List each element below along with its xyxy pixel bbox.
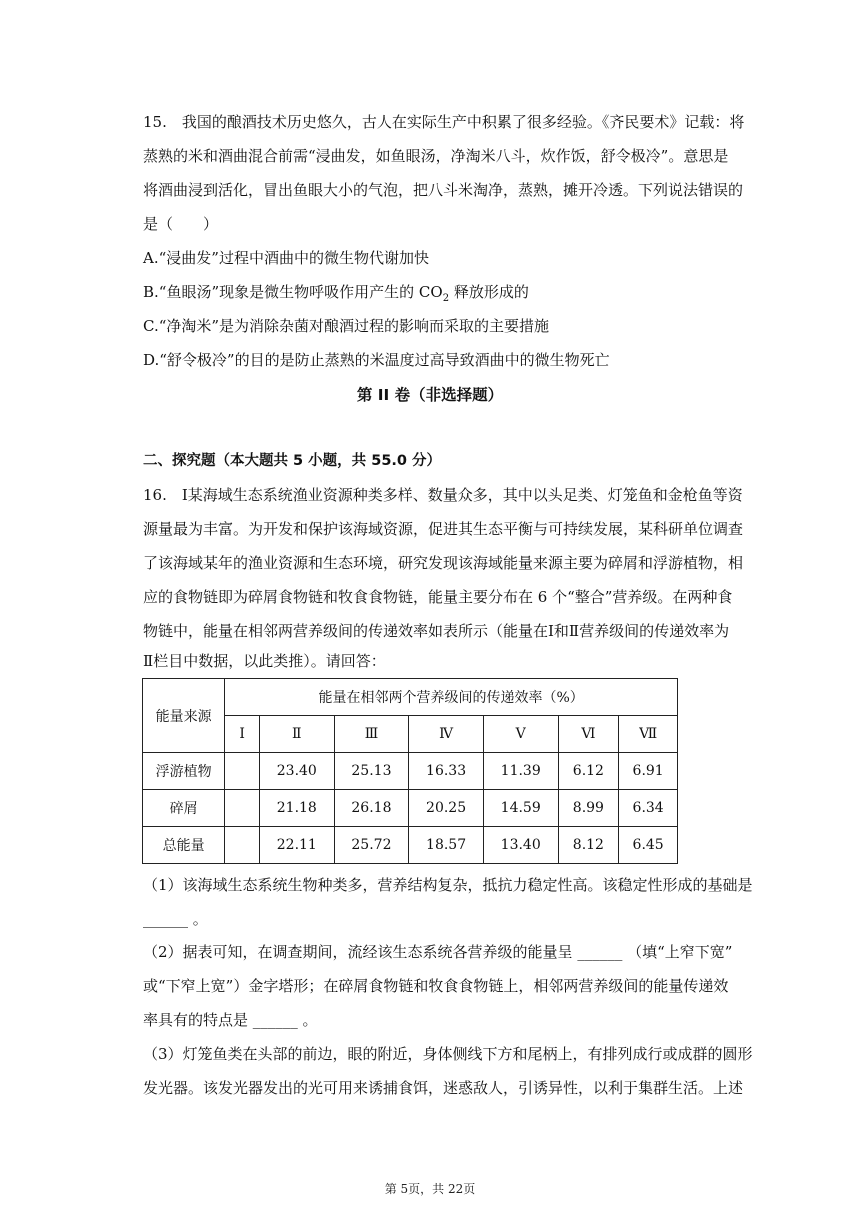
table-row (143, 827, 678, 864)
level-header: Ⅰ (225, 716, 260, 753)
page-footer: 第 5页，共 22页 (384, 1182, 476, 1196)
table-cell: 18.57 (409, 827, 484, 864)
level-header: Ⅶ (619, 716, 678, 753)
table-cell: 8.99 (558, 790, 619, 827)
q15-option-a: A.“浸曲发”过程中酒曲中的微生物代谢加快 (143, 249, 429, 267)
q15-option-c: C.“净淘米”是为消除杂菌对酿酒过程的影响而采取的主要措施 (143, 317, 550, 335)
table-cell (225, 790, 260, 827)
table-cell (225, 753, 260, 790)
table-row (143, 753, 678, 790)
table-cell: 25.72 (334, 827, 409, 864)
level-header: Ⅳ (409, 716, 484, 753)
q16-sub1-line-1: （1）该海域生态系统生物种类多，营养结构复杂，抵抗力稳定性高。该稳定性形成的基础是 (143, 876, 753, 894)
q16-sub2-line-2: 或“下窄上宽”）金字塔形；在碎屑食物链和牧食食物链上，相邻两营养级间的能量传递效 (143, 977, 729, 995)
table-cell: 13.40 (483, 827, 558, 864)
table-span-header: 能量在相邻两个营养级间的传递效率（%） (225, 679, 678, 716)
table-cell: 23.40 (259, 753, 334, 790)
table-cell: 11.39 (483, 753, 558, 790)
q15-option-b-tail: 释放形成的 (449, 283, 529, 301)
q16-line-5: 物链中，能量在相邻两营养级间的传递效率如表所示（能量在Ⅰ和Ⅱ营养级间的传递效率为 (143, 622, 730, 640)
q16-sub1-line-2: ______ 。 (143, 910, 208, 928)
q15-line-2: 蒸熟的米和酒曲混合前需“浸曲发，如鱼眼汤，净淘米八斗，炊作饭，舒令极冷”。意思是 (143, 147, 729, 165)
q15-line-3: 将酒曲浸到活化，冒出鱼眼大小的气泡，把八斗米淘净，蒸熟，摊开冷透。下列说法错误的 (143, 181, 744, 199)
table-cell: 14.59 (483, 790, 558, 827)
table-header-row (143, 679, 678, 716)
level-header: Ⅱ (259, 716, 334, 753)
table-cell: 16.33 (409, 753, 484, 790)
table-cell: 25.13 (334, 753, 409, 790)
q16-line-4: 应的食物链即为碎屑食物链和牧食食物链，能量主要分布在 6 个“整合”营养级。在两种食 (143, 588, 733, 606)
q15-option-d: D.“舒令极冷”的目的是防止蒸熟的米温度过高导致酒曲中的微生物死亡 (143, 351, 610, 369)
q16-line-6: Ⅱ栏目中数据，以此类推）。请回答： (143, 652, 386, 670)
table-cell: 6.91 (619, 753, 678, 790)
table-cell: 22.11 (259, 827, 334, 864)
part2-title: 第 II 卷（非选择题） (356, 386, 504, 404)
row-label: 浮游植物 (143, 753, 225, 790)
table-cell: 8.12 (558, 827, 619, 864)
level-header: Ⅵ (558, 716, 619, 753)
level-header: Ⅴ (483, 716, 558, 753)
q16-sub3-line-1: （3）灯笼鱼类在头部的前边，眼的附近，身体侧线下方和尾柄上，有排列成行或成群的圆形 (143, 1045, 753, 1063)
row-label: 碎屑 (143, 790, 225, 827)
table-cell: 6.34 (619, 790, 678, 827)
q16-sub3-line-2: 发光器。该发光器发出的光可用来诱捕食饵，迷惑敌人，引诱异性，以利于集群生活。上述 (143, 1079, 744, 1097)
table-corner-cell: 能量来源 (143, 679, 225, 753)
q15-line-1: 15. 我国的酿酒技术历史悠久，古人在实际生产中积累了很多经验。《齐民要术》记载：将 (143, 113, 745, 131)
row-label: 总能量 (143, 827, 225, 864)
table-cell: 21.18 (259, 790, 334, 827)
q16-sub2-line-1: （2）据表可知，在调查期间，流经该生态系统各营养级的能量呈 ______ （填“上窄下宽” (143, 943, 733, 961)
q16-line-2: 源量最为丰富。为开发和保护该海域资源，促进其生态平衡与可持续发展，某科研单位调查 (143, 520, 744, 538)
transfer-efficiency-table (142, 678, 678, 864)
table-row (143, 790, 678, 827)
table-cell (225, 827, 260, 864)
q16-line-1: 16. Ⅰ某海域生态系统渔业资源种类多样、数量众多，其中以头足类、灯笼鱼和金枪鱼等资 (143, 486, 743, 504)
section-title: 二、探究题（本大题共 5 小题，共 55.0 分） (143, 453, 442, 469)
q16-sub2-line-3: 率具有的特点是 ______ 。 (143, 1011, 318, 1029)
q15-option-b (143, 281, 529, 310)
table-cell: 26.18 (334, 790, 409, 827)
table-cell: 6.45 (619, 827, 678, 864)
table-cell: 6.12 (558, 753, 619, 790)
q15-option-b-text: B.“鱼眼汤”现象是微生物呼吸作用产生的 CO (143, 283, 443, 301)
q15-option-b-subscript: 2 (442, 293, 450, 304)
table-cell: 20.25 (409, 790, 484, 827)
level-header: Ⅲ (334, 716, 409, 753)
q16-line-3: 了该海域某年的渔业资源和生态环境，研究发现该海域能量来源主要为碎屑和浮游植物，相 (143, 554, 744, 572)
q15-line-4: 是（ ） (143, 215, 219, 233)
